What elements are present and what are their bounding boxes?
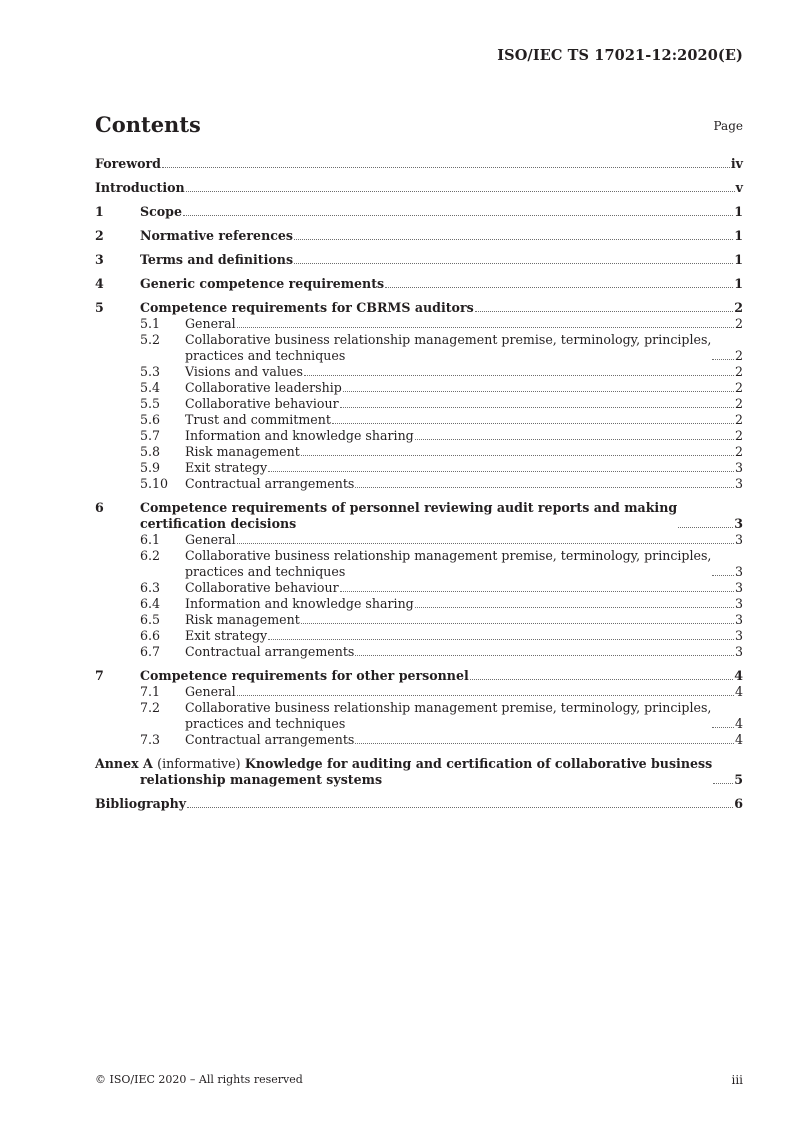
- toc-page: 4: [734, 732, 743, 747]
- toc-title: [185, 332, 711, 364]
- toc-subentry[interactable]: [95, 332, 743, 364]
- toc-title-line: certification decisions: [140, 516, 297, 531]
- toc-page: 3: [734, 628, 743, 643]
- toc-title: Risk management: [185, 444, 300, 459]
- toc-page: 1: [734, 252, 743, 267]
- dot-leader: [186, 190, 735, 192]
- toc-number: 6.3: [140, 580, 161, 595]
- dot-leader: [355, 654, 734, 656]
- toc-page: 3: [734, 476, 743, 491]
- toc-title: General: [185, 532, 236, 547]
- toc-subentry[interactable]: [95, 548, 743, 580]
- dot-leader: [712, 726, 734, 728]
- toc-entry-scope[interactable]: [95, 204, 743, 220]
- page-column-label: Page: [713, 119, 743, 133]
- toc-number: 5: [95, 300, 104, 315]
- toc-entry-annex-a[interactable]: [95, 756, 743, 788]
- toc-subentry[interactable]: [95, 444, 743, 460]
- toc-number: 2: [95, 228, 104, 243]
- toc-number: 5.3: [140, 364, 161, 379]
- toc-subentry[interactable]: [95, 364, 743, 380]
- toc-title-line: Collaborative business relationship management premise, terminology, principles,: [185, 548, 712, 563]
- dot-leader: [268, 638, 734, 640]
- toc-title: Competence requirements for other personnel: [140, 668, 469, 683]
- toc-entry-introduction[interactable]: [95, 180, 743, 196]
- toc-title: Terms and definitions: [140, 252, 294, 267]
- toc-title-line: practices and techniques: [185, 564, 346, 579]
- toc-page: 2: [734, 428, 743, 443]
- toc-page: v: [735, 180, 743, 195]
- toc-entry-other-personnel[interactable]: [95, 668, 743, 684]
- dot-leader: [294, 238, 733, 240]
- toc-number: 6.2: [140, 548, 161, 563]
- toc-number: 5.5: [140, 396, 161, 411]
- dot-leader: [415, 438, 734, 440]
- toc-subentry[interactable]: [95, 580, 743, 596]
- toc-number: 5.1: [140, 316, 161, 331]
- toc-title: Visions and values: [185, 364, 303, 379]
- toc-page: 2: [734, 444, 743, 459]
- toc-number: 6.7: [140, 644, 161, 659]
- toc-number: 7.3: [140, 732, 161, 747]
- toc-number: 5.8: [140, 444, 161, 459]
- toc-entry-reviewing-personnel[interactable]: [95, 500, 743, 532]
- toc-subentry[interactable]: [95, 412, 743, 428]
- toc-entry-generic-competence[interactable]: [95, 276, 743, 292]
- toc-title: [185, 700, 711, 732]
- toc-title: Risk management: [185, 612, 300, 627]
- dot-leader: [343, 390, 734, 392]
- toc-page: 3: [734, 580, 743, 595]
- document-id: ISO/IEC TS 17021-12:2020(E): [497, 47, 743, 64]
- toc-page: 1: [734, 276, 743, 291]
- annex-title: Knowledge for auditing and certification of collaborative business: [244, 756, 713, 771]
- toc-title-line: Competence requirements of personnel reviewing audit reports and making: [140, 500, 678, 515]
- toc-title: General: [185, 316, 236, 331]
- toc-subentry[interactable]: [95, 612, 743, 628]
- toc-page: 1: [734, 204, 743, 219]
- toc-title: Information and knowledge sharing: [185, 596, 414, 611]
- toc-subentry[interactable]: [95, 380, 743, 396]
- annex-prefix: Annex A: [95, 756, 153, 771]
- dot-leader: [470, 678, 733, 680]
- dot-leader: [237, 694, 734, 696]
- toc-title: Trust and commitment: [185, 412, 331, 427]
- toc-title: Competence requirements for CBRMS auditors: [140, 300, 474, 315]
- toc-title: Contractual arrangements: [185, 644, 355, 659]
- toc-page: 2: [734, 300, 743, 315]
- toc-title: Collaborative leadership: [185, 380, 342, 395]
- toc-title-line: relationship management systems: [140, 772, 383, 787]
- toc-page: 3: [734, 532, 743, 547]
- toc-page: 3: [734, 612, 743, 627]
- dot-leader: [301, 622, 734, 624]
- dot-leader: [187, 806, 733, 808]
- toc-subentry[interactable]: [95, 476, 743, 492]
- toc-entry-bibliography[interactable]: [95, 796, 743, 812]
- toc-number: 7: [95, 668, 104, 683]
- toc-title: Contractual arrangements: [185, 732, 355, 747]
- toc-page: 3: [734, 460, 743, 475]
- toc-title: Contractual arrangements: [185, 476, 355, 491]
- toc-title: Exit strategy: [185, 628, 268, 643]
- toc-title: Exit strategy: [185, 460, 268, 475]
- toc-subentry[interactable]: [95, 684, 743, 700]
- toc-title: Scope: [140, 204, 182, 219]
- toc-page: 2: [734, 380, 743, 395]
- toc-number: 5.10: [140, 476, 169, 491]
- dot-leader: [678, 526, 733, 528]
- toc-title: [185, 548, 711, 580]
- toc-subentry[interactable]: [95, 396, 743, 412]
- dot-leader: [268, 470, 734, 472]
- toc-number: 6.4: [140, 596, 161, 611]
- toc-number: 4: [95, 276, 104, 291]
- toc-title-line: practices and techniques: [185, 348, 346, 363]
- toc-page: 2: [734, 316, 743, 331]
- toc-title-line: [95, 756, 712, 772]
- toc-subentry[interactable]: [95, 628, 743, 644]
- toc-title: Collaborative behaviour: [185, 396, 339, 411]
- toc-subentry[interactable]: [95, 596, 743, 612]
- dot-leader: [183, 214, 733, 216]
- toc-number: 5.6: [140, 412, 161, 427]
- toc-page: 6: [734, 796, 743, 811]
- toc-subentry[interactable]: [95, 732, 743, 748]
- toc-page: 2: [734, 412, 743, 427]
- dot-leader: [713, 782, 733, 784]
- toc-title: Generic competence requirements: [140, 276, 385, 291]
- toc-page: 3: [734, 564, 743, 579]
- toc-subentry[interactable]: [95, 316, 743, 332]
- toc-number: 6.5: [140, 612, 161, 627]
- dot-leader: [294, 262, 733, 264]
- dot-leader: [237, 542, 734, 544]
- toc-subentry[interactable]: [95, 460, 743, 476]
- toc-number: 5.9: [140, 460, 161, 475]
- toc-entry-terms-and-definitions[interactable]: [95, 252, 743, 268]
- dot-leader: [340, 406, 734, 408]
- toc-title: [140, 500, 677, 532]
- toc-number: 5.4: [140, 380, 161, 395]
- toc-page: 4: [734, 684, 743, 699]
- toc-page: iv: [730, 156, 743, 171]
- toc-entry-cbrms-auditors[interactable]: [95, 300, 743, 316]
- toc-page: 3: [734, 596, 743, 611]
- toc-number: 7.2: [140, 700, 161, 715]
- toc-number: 5.7: [140, 428, 161, 443]
- contents-title: Contents: [95, 112, 201, 137]
- toc-number: 6.6: [140, 628, 161, 643]
- toc-title-line: Collaborative business relationship management premise, terminology, principles,: [185, 700, 712, 715]
- page-number: iii: [731, 1073, 743, 1087]
- dot-leader: [712, 358, 734, 360]
- toc-number: 6.1: [140, 532, 161, 547]
- annex-note: (informative): [157, 756, 241, 771]
- dot-leader: [237, 326, 734, 328]
- toc-number: 1: [95, 204, 104, 219]
- toc-page: 1: [734, 228, 743, 243]
- toc-page: 3: [734, 644, 743, 659]
- dot-leader: [340, 590, 734, 592]
- toc-title: Foreword: [95, 156, 161, 171]
- toc-page: 4: [734, 716, 743, 731]
- toc-number: 7.1: [140, 684, 161, 699]
- toc-title-line: practices and techniques: [185, 716, 346, 731]
- toc-title: Introduction: [95, 180, 185, 195]
- toc-title: Bibliography: [95, 796, 187, 811]
- dot-leader: [162, 166, 730, 168]
- toc-subentry[interactable]: [95, 700, 743, 732]
- toc-title: Collaborative behaviour: [185, 580, 339, 595]
- toc-title: Normative references: [140, 228, 294, 243]
- toc-number: 5.2: [140, 332, 161, 347]
- dot-leader: [385, 286, 733, 288]
- dot-leader: [415, 606, 734, 608]
- dot-leader: [301, 454, 734, 456]
- toc-page: 2: [734, 396, 743, 411]
- toc-page: 5: [734, 772, 743, 787]
- dot-leader: [304, 374, 734, 376]
- toc-page: 2: [734, 364, 743, 379]
- toc-subentry[interactable]: [95, 428, 743, 444]
- toc-subentry[interactable]: [95, 644, 743, 660]
- dot-leader: [475, 310, 734, 312]
- table-of-contents: [95, 156, 743, 812]
- toc-page: 2: [734, 348, 743, 363]
- toc-title: Information and knowledge sharing: [185, 428, 414, 443]
- toc-page: 4: [734, 668, 743, 683]
- toc-number: 3: [95, 252, 104, 267]
- dot-leader: [332, 422, 734, 424]
- toc-number: 6: [95, 500, 104, 515]
- toc-entry-foreword[interactable]: [95, 156, 743, 172]
- toc-title-line: Collaborative business relationship management premise, terminology, principles,: [185, 332, 712, 347]
- toc-title: [95, 756, 712, 788]
- dot-leader: [355, 742, 734, 744]
- toc-subentry[interactable]: [95, 532, 743, 548]
- dot-leader: [355, 486, 734, 488]
- toc-page: 3: [734, 516, 743, 531]
- copyright-notice: © ISO/IEC 2020 – All rights reserved: [95, 1073, 303, 1086]
- toc-entry-normative-references[interactable]: [95, 228, 743, 244]
- toc-title: General: [185, 684, 236, 699]
- dot-leader: [712, 574, 734, 576]
